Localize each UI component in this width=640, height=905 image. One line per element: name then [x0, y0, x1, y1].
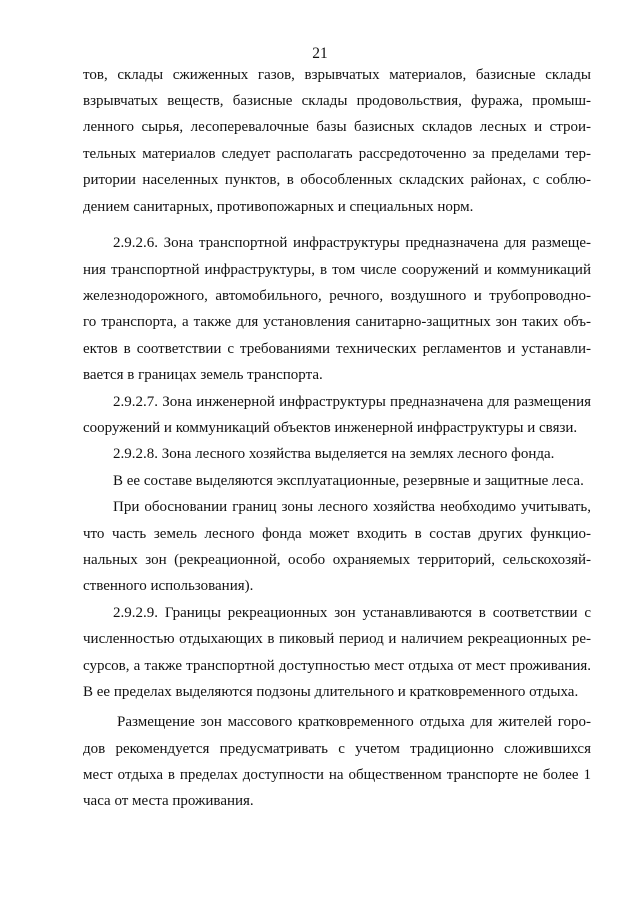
text-line: часа от места проживания. [83, 793, 254, 809]
text-line: тельных материалов следует располагать рассредоточенно за пределами тер- [83, 146, 591, 162]
text-line: 2.9.2.6. Зона транспортной инфраструктуры предназначена для размеще- [113, 235, 591, 251]
text-line: ния транспортной инфраструктуры, в том числе сооружений и коммуникаций [83, 262, 591, 278]
text-line: ектов в соответствии с требованиями технических регламентов и устанавли- [83, 341, 591, 357]
text-line: нальных зон (рекреационной, особо охраняемых территорий, сельскохозяй- [83, 552, 591, 568]
text-line: В ее пределах выделяются подзоны длительного и кратковременного отдыха. [83, 684, 579, 700]
text-line: дов рекомендуется предусматривать с учетом традиционно сложившихся [83, 741, 591, 757]
text-line: ственного использования). [83, 578, 254, 594]
text-line: Размещение зон массового кратковременного отдыха для жителей горо- [117, 714, 591, 730]
text-line: 2.9.2.7. Зона инженерной инфраструктуры предназначена для размещения [113, 394, 591, 410]
text-line: дением санитарных, противопожарных и специальных норм. [83, 199, 474, 215]
page-number: 21 [312, 45, 328, 62]
text-line: железнодорожного, автомобильного, речного, воздушного и трубопроводно- [83, 288, 591, 304]
text-line: ритории населенных пунктов, в обособленных складских районах, с соблю- [83, 172, 591, 188]
text-line: ленного сырья, лесоперевалочные базы базисных складов лесных и строи- [83, 119, 591, 135]
text-line: вается в границах земель транспорта. [83, 367, 323, 383]
text-line: тов, склады сжиженных газов, взрывчатых материалов, базисные склады [83, 67, 591, 83]
text-line: взрывчатых веществ, базисные склады продовольствия, фуража, промыш- [83, 93, 591, 109]
text-line: го транспорта, а также для установления санитарно-защитных зон таких объ- [83, 314, 591, 330]
text-line: В ее составе выделяются эксплуатационные, резервные и защитные леса. [113, 473, 584, 489]
text-line: сурсов, а также транспортной доступностью мест отдыха от мест проживания. [83, 658, 591, 674]
text-line: мест отдыха в пределах доступности на общественном транспорте не более 1 [83, 767, 591, 783]
text-line: При обосновании границ зоны лесного хозяйства необходимо учитывать, [113, 499, 591, 515]
text-line: 2.9.2.8. Зона лесного хозяйства выделяется на землях лесного фонда. [113, 446, 555, 462]
text-line: что часть земель лесного фонда может входить в состав других функцио- [83, 526, 591, 542]
text-line: численностью отдыхающих в пиковый период и наличием рекреационных ре- [83, 631, 591, 647]
text-line: 2.9.2.9. Границы рекреационных зон устанавливаются в соответствии с [113, 605, 591, 621]
text-line: сооружений и коммуникаций объектов инженерной инфраструктуры и связи. [83, 420, 578, 436]
